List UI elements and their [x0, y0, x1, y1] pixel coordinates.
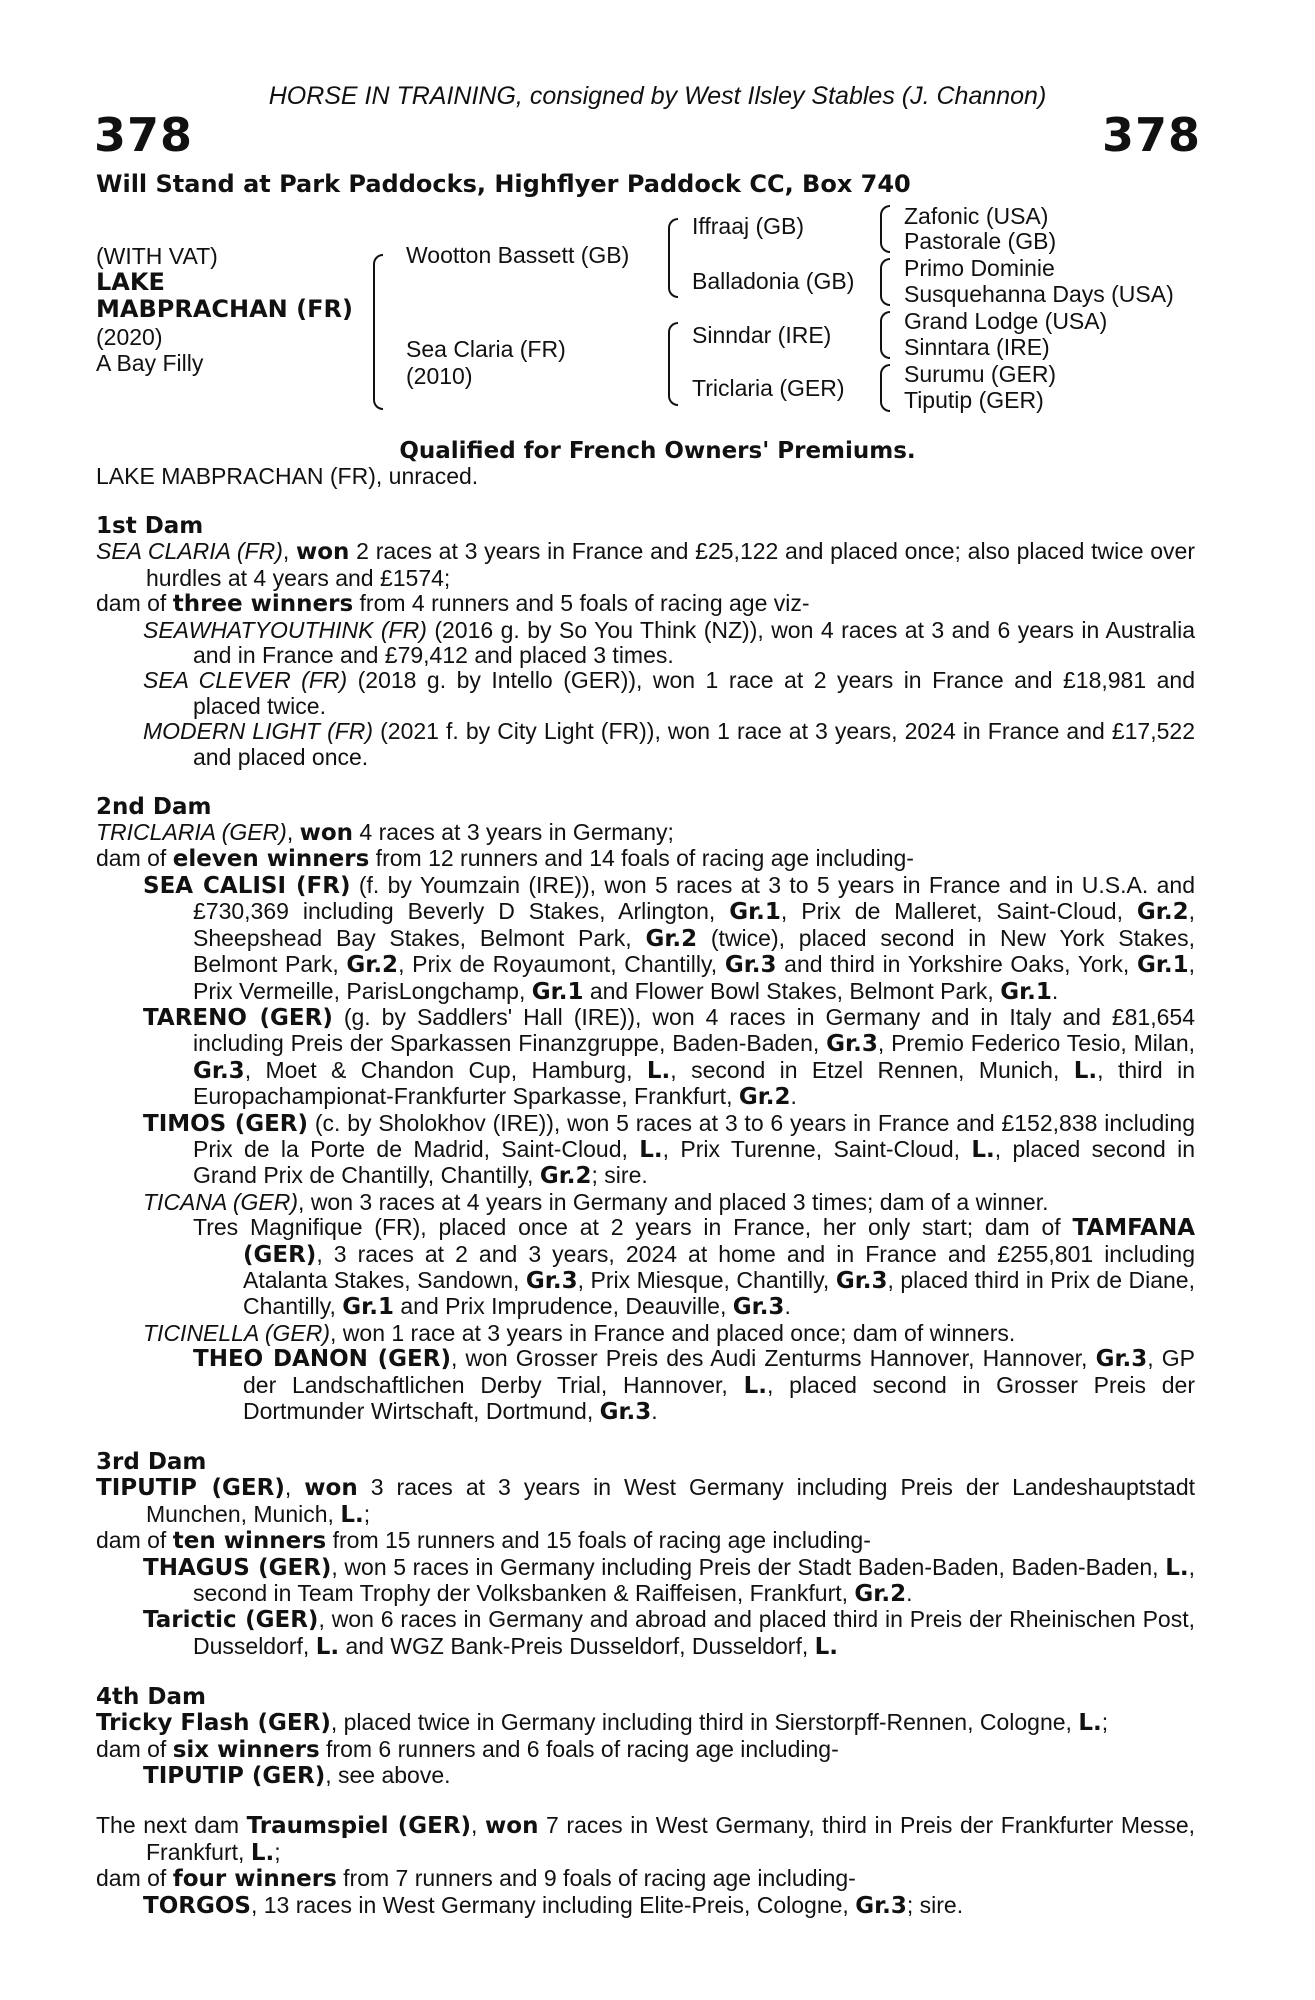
sire-dam-sire: Primo Dominie — [904, 255, 1055, 281]
sire-sire-sire: Zafonic (USA) — [904, 203, 1049, 229]
dam-sire-dam: Sinntara (IRE) — [904, 334, 1050, 360]
lot-number-right: 378 — [1101, 108, 1201, 162]
brace-sire — [668, 218, 678, 298]
next-dam-produce-summary: dam of four winners from 7 runners and 9 foals of racing age including- — [96, 1865, 856, 1893]
fourth-dam-record: Tricky Flash (GER), placed twice in Germany including third in Sierstorpff-Rennen, Cologne, L.; — [96, 1709, 1109, 1737]
first-dam-produce-1: SEAWHATYOUTHINK (FR) (2016 g. by So You Think (NZ)), won 4 races at 3 and 6 years in Australia and in France and £79,412 and placed 3 times. — [143, 616, 1195, 669]
third-dam-produce-1: THAGUS (GER), won 5 races in Germany including Preis der Stadt Baden-Baden, Baden-Baden, L., second in Team Trophy der Volksbanken & Raiffeisen, Frankfurt, Gr.2. — [143, 1553, 1195, 1608]
next-dam-record: The next dam Traumspiel (GER), won 7 races in West Germany, third in Preis der Frankfurter Messe, Frankfurt, L.; — [96, 1812, 1195, 1866]
fourth-dam-produce-summary: dam of six winners from 6 runners and 6 foals of racing age including- — [96, 1735, 839, 1763]
stand-location: Will Stand at Park Paddocks, Highflyer Paddock CC, Box 740 — [96, 170, 911, 198]
second-dam-produce-4: TICANA (GER), won 3 races at 4 years in Germany and placed 3 times; dam of a winner. — [143, 1188, 1049, 1215]
second-dam-produce-4-descendant: Tres Magnifique (FR), placed once at 2 years in France, her only start; dam of TAMFANA (GER), 3 races at 2 and 3 years, 2024 at home and in France and £255,801 including Atalanta Stakes, Sandown, Gr.3, Prix Miesque, Chantilly, Gr.3, placed third in Prix de Diane, Chantilly, Gr.1 and Prix Imprudence, Deauville, Gr.3. — [193, 1214, 1195, 1321]
next-dam-produce-1: TORGOS, 13 races in West Germany including Elite-Preis, Cologne, Gr.3; sire. — [143, 1891, 964, 1919]
unraced-note: LAKE MABPRACHAN (FR), unraced. — [96, 463, 479, 489]
horse-sex: A Bay Filly — [96, 350, 204, 376]
second-dam-produce-1: SEA CALISI (FR) (f. by Youmzain (IRE)), won 5 races at 3 to 5 years in France and in U.S.A. and £730,369 including Beverly D Stakes, Arlington, Gr.1, Prix de Malleret, Saint-Cloud, Gr.2, Sheepshead Bay Stakes, Belmont Park, Gr.2 (twice), placed second in New York Stakes, Belmont Park, Gr.2, Prix de Royaumont, Chantilly, Gr.3 and third in Yorkshire Oaks, York, Gr.1, Prix Vermeille, ParisLongchamp, Gr.1 and Flower Bowl Stakes, Belmont Park, Gr.1. — [143, 871, 1196, 1005]
vat-note: (WITH VAT) — [96, 243, 218, 269]
sire-dam-dam: Susquehanna Days (USA) — [904, 281, 1174, 307]
second-dam-produce-summary: dam of eleven winners from 12 runners and 14 foals of racing age including- — [96, 845, 914, 873]
second-dam-heading: 2nd Dam — [96, 794, 212, 821]
horse-year: (2020) — [96, 324, 163, 350]
brace-sd — [880, 258, 890, 306]
sire-name: Wootton Bassett (GB) — [406, 242, 630, 268]
brace-dd — [880, 364, 890, 412]
lot-number-left: 378 — [94, 108, 194, 162]
first-dam-record: SEA CLARIA (FR), won 2 races at 3 years in France and £25,122 and placed once; also placed twice over hurdles at 4 years and £1574; — [96, 538, 1196, 591]
brace-dam — [668, 322, 678, 406]
third-dam-record: TIPUTIP (GER), won 3 races at 3 years in West Germany including Preis der Landeshauptstadt Munchen, Munich, L.; — [96, 1474, 1196, 1528]
first-dam-produce-3: MODERN LIGHT (FR) (2021 f. by City Light (FR)), won 1 race at 3 years, 2024 in France and £17,522 and placed once. — [143, 718, 1195, 770]
third-dam-produce-2: Tarictic (GER), won 6 races in Germany and abroad and placed third in Preis der Rheinischen Post, Dusseldorf, L. and WGZ Bank-Preis Dusseldorf, Dusseldorf, L. — [143, 1606, 1196, 1660]
dam-sire-sire: Grand Lodge (USA) — [904, 308, 1108, 334]
second-dam-produce-2: TARENO (GER) (g. by Saddlers' Hall (IRE)), won 4 races in Germany and in Italy and £81,654 including Preis der Sparkassen Finanzgruppe, Baden-Baden, Gr.3, Premio Federico Tesio, Milan, Gr.3, Moet & Chandon Cup, Hamburg, L., second in Etzel Rennen, Munich, L., third in Europachampionat-Frankfurter Sparkasse, Frankfurt, Gr.2. — [143, 1003, 1195, 1111]
fourth-dam-heading: 4th Dam — [96, 1684, 206, 1711]
brace-main — [373, 254, 383, 410]
second-dam-produce-3: TIMOS (GER) (c. by Sholokhov (IRE)), won 5 races at 3 to 6 years in France and £152,838 including Prix de la Porte de Madrid, Saint-Cloud, L., Prix Turenne, Saint-Cloud, L., placed second in Grand Prix de Chantilly, Chantilly, Gr.2; sire. — [143, 1109, 1195, 1190]
sire-sire-dam: Pastorale (GB) — [904, 228, 1057, 254]
dam-year: (2010) — [406, 363, 473, 389]
horse-name-line2: MABPRACHAN (FR) — [96, 295, 353, 323]
first-dam-produce-summary: dam of three winners from 4 runners and 5 foals of racing age viz- — [96, 590, 810, 618]
sire-sire: Iffraaj (GB) — [692, 213, 805, 239]
dam-dam-sire: Surumu (GER) — [904, 361, 1057, 387]
brace-ss — [880, 205, 890, 253]
second-dam-produce-5: TICINELLA (GER), won 1 race at 3 years in France and placed once; dam of winners. — [143, 1319, 1016, 1346]
dam-sire: Sinndar (IRE) — [692, 322, 832, 348]
fourth-dam-produce-1: TIPUTIP (GER), see above. — [143, 1762, 451, 1790]
third-dam-produce-summary: dam of ten winners from 15 runners and 15 foals of racing age including- — [96, 1527, 871, 1555]
second-dam-produce-5-descendant: THEO DANON (GER), won Grosser Preis des Audi Zenturms Hannover, Hannover, Gr.3, GP der Landschaftlichen Derby Trial, Hannover, L., placed second in Grosser Preis der Dortmunder Wirtschaft, Dortmund, Gr.3. — [193, 1345, 1196, 1425]
sire-dam: Balladonia (GB) — [692, 268, 855, 294]
second-dam-record: TRICLARIA (GER), won 4 races at 3 years in Germany; — [96, 819, 674, 847]
consignor-header: HORSE IN TRAINING, consigned by West Ilsley Stables (J. Channon) — [268, 82, 1047, 110]
first-dam-produce-2: SEA CLEVER (FR) (2018 g. by Intello (GER)), won 1 race at 2 years in France and £18,981 and placed twice. — [143, 667, 1195, 719]
first-dam-heading: 1st Dam — [96, 513, 204, 540]
horse-name-line1: LAKE — [96, 268, 165, 296]
dam-dam: Triclaria (GER) — [692, 375, 845, 401]
third-dam-heading: 3rd Dam — [96, 1449, 207, 1476]
dam-dam-dam: Tiputip (GER) — [904, 387, 1044, 413]
dam-name: Sea Claria (FR) — [406, 336, 566, 362]
catalogue-body — [96, 464, 1195, 1919]
brace-ds — [880, 311, 890, 359]
premiums-note: Qualified for French Owners' Premiums. — [399, 438, 916, 464]
